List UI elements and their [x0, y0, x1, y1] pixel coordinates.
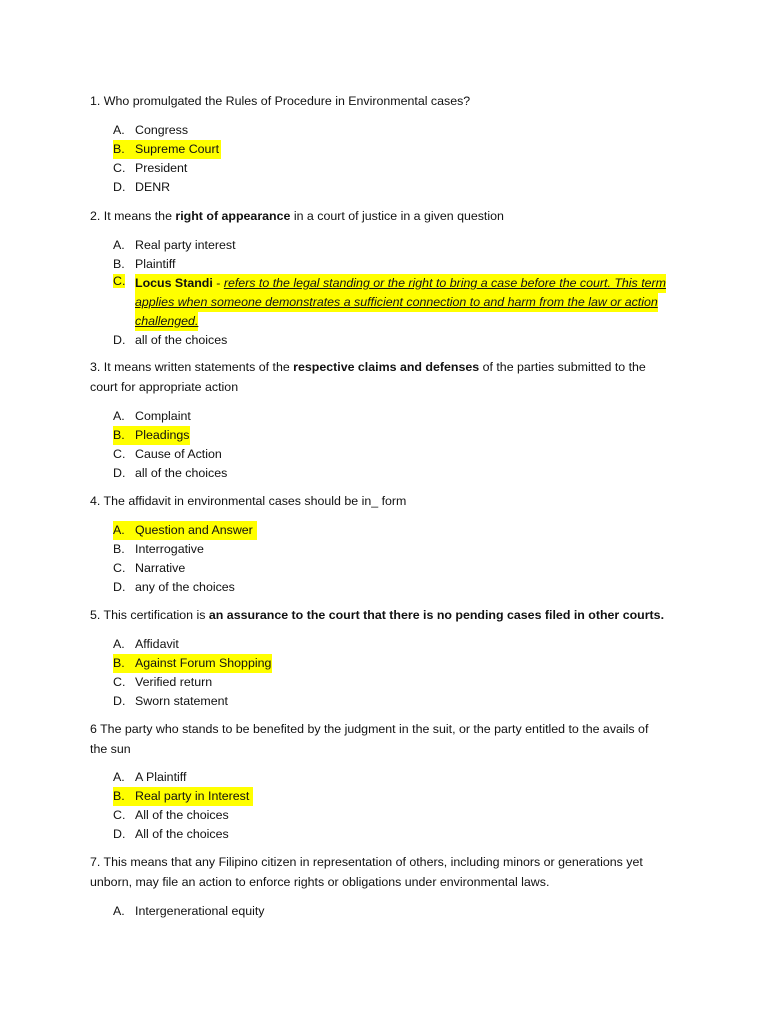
option-c: C. Verified return	[113, 675, 213, 689]
option-a: A. Intergenerational equity	[113, 904, 265, 918]
option-b-answer: B. Supreme Court	[113, 140, 683, 159]
question-3-options	[113, 407, 683, 483]
question-2: 2. It means the right of appearance in a court of justice in a given question	[90, 209, 504, 223]
question-5: 5. This certification is an assurance to the court that there is no pending cases filed in other courts.	[90, 608, 665, 622]
question-7: 7. This means that any Filipino citizen in representation of others, including minors or generations yet unborn, may file an action to enforce rights or obligations under environmental laws.	[90, 855, 643, 889]
question-6-options	[113, 768, 683, 844]
answer-highlight: Locus Standi - refers to the legal standing or the right to bring a case before the court. This term applies when someone demonstrates a sufficient connection to and harm from the law or action challenged.	[135, 274, 675, 331]
question-4: 4. The affidavit in environmental cases should be in_ form	[90, 494, 407, 508]
option-b-answer: B. Against Forum Shopping	[113, 654, 683, 673]
option-a: A. Complaint	[113, 409, 191, 423]
option-c: C. Narrative	[113, 561, 186, 575]
option-d: D. All of the choices	[113, 827, 229, 841]
option-a: A. Real party interest	[113, 238, 236, 252]
question-7-options	[113, 902, 683, 921]
option-d: D. all of the choices	[113, 466, 228, 480]
question-1: 1. Who promulgated the Rules of Procedure in Environmental cases?	[90, 94, 471, 108]
option-b: B. Interrogative	[113, 542, 204, 556]
question-6: 6 The party who stands to be benefited by the judgment in the suit, or the party entitled to the avails of the sun	[90, 722, 649, 756]
option-c: C. President	[113, 161, 188, 175]
question-2-options	[113, 236, 683, 350]
option-c: C. All of the choices	[113, 808, 229, 822]
question-1-options	[113, 121, 683, 197]
option-b: B. Plaintiff	[113, 257, 176, 271]
option-a: A. Congress	[113, 123, 189, 137]
option-d: D. all of the choices	[113, 333, 228, 347]
option-d: D. Sworn statement	[113, 694, 228, 708]
option-b-answer: B. Real party in Interest	[113, 787, 683, 806]
question-5-options	[113, 635, 683, 711]
option-d: D. any of the choices	[113, 580, 235, 594]
option-b-answer: B. Pleadings	[113, 426, 683, 445]
option-a: A. A Plaintiff	[113, 770, 187, 784]
option-d: D. DENR	[113, 180, 171, 194]
option-a: A. Affidavit	[113, 637, 179, 651]
option-c-answer: C. Locus Standi - refers to the legal standing or the right to bring a case before the court. This term applies when someone demonstrates a sufficient connection to and harm from the law or action challenged.	[113, 274, 683, 331]
option-a-answer: A. Question and Answer	[113, 521, 683, 540]
question-4-options	[113, 521, 683, 597]
option-c: C. Cause of Action	[113, 447, 222, 461]
question-3: 3. It means written statements of the respective claims and defenses of the parties submitted to the court for appropriate action	[90, 360, 646, 394]
